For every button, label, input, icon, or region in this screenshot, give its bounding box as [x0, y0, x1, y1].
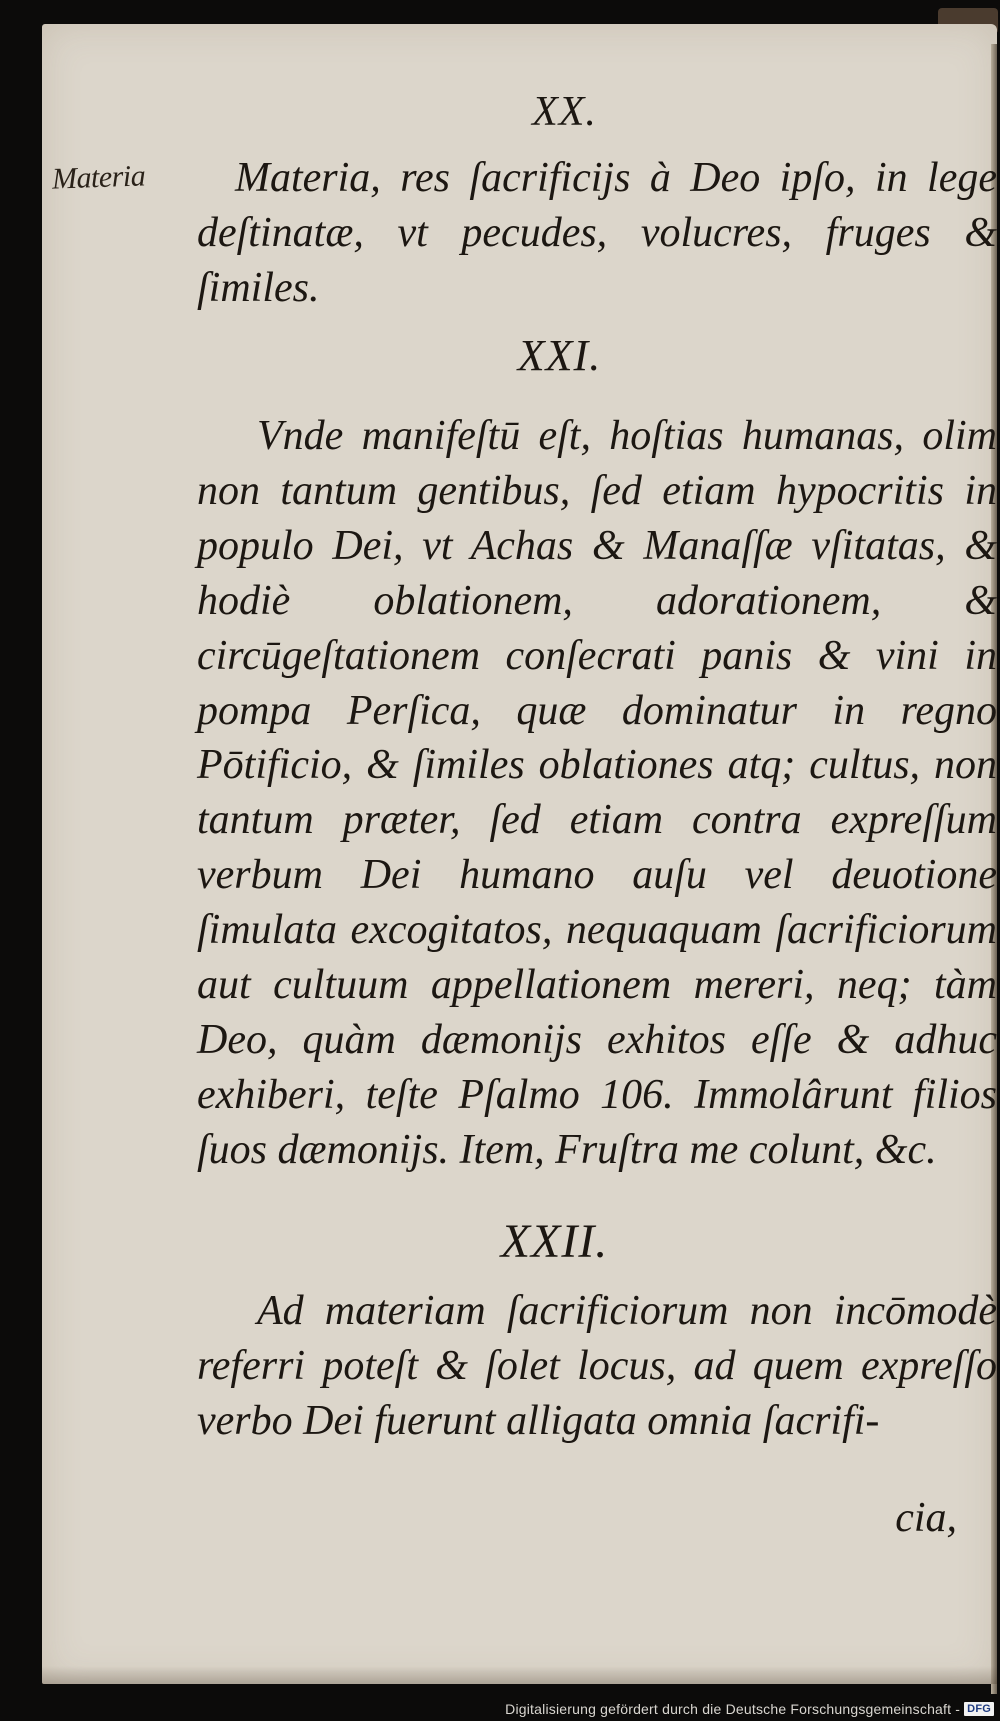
dfg-logo-icon: DFG [964, 1702, 994, 1716]
section-numeral-xx: XX. [532, 89, 597, 135]
footer-credit: Digitalisierung gefördert durch die Deutsche Forschungsgemeinschaft - [505, 1701, 961, 1717]
section-numeral-xxi: XXI. [517, 331, 602, 380]
digitization-footer [505, 1701, 994, 1717]
paragraph-xx: Materia, res ſacrificijs à Deo ipſo, in lege deſtinatæ, vt pecudes, volucres, fruges & ſimiles. [197, 155, 997, 312]
catchword: cia, [895, 1495, 957, 1541]
section-numeral-xxii: XXII. [500, 1215, 609, 1268]
margin-note: Materia [51, 159, 146, 196]
page-text [42, 24, 997, 1684]
paragraph-xxii: Ad materiam ſacrificiorum non incōmodè referri poteſt & ſolet locus, ad quem expreſſo verbo Dei fuerunt alligata omnia ſacrifi- [197, 1288, 997, 1445]
paragraph-xxi: Vnde manifeſtū eſt, hoſtias humanas, olim non tantum gentibus, ſed etiam hypocritis in populo Dei, vt Achas & Manaſſæ vſitatas, & hodiè oblationem, adorationem, & circūgeſtationem conſecrati panis & vini in pompa Perſica, quæ dominatur in regno Pōtificio, & ſimiles oblationes atq; cultus, non tantum præter, ſed etiam contra expreſſum verbum Dei humano auſu vel deuotione ſimulata excogitatos, nequaquam ſacrificiorum aut cultuum appellationem mereri, neq; tàm Deo, quàm dæmonijs exhitos eſſe & adhuc exhiberi, teſte Pſalmo 106. Immolârunt filios ſuos dæmonijs. Item, Fruſtra me colunt, &c. [197, 413, 997, 1173]
book-page [42, 24, 997, 1684]
